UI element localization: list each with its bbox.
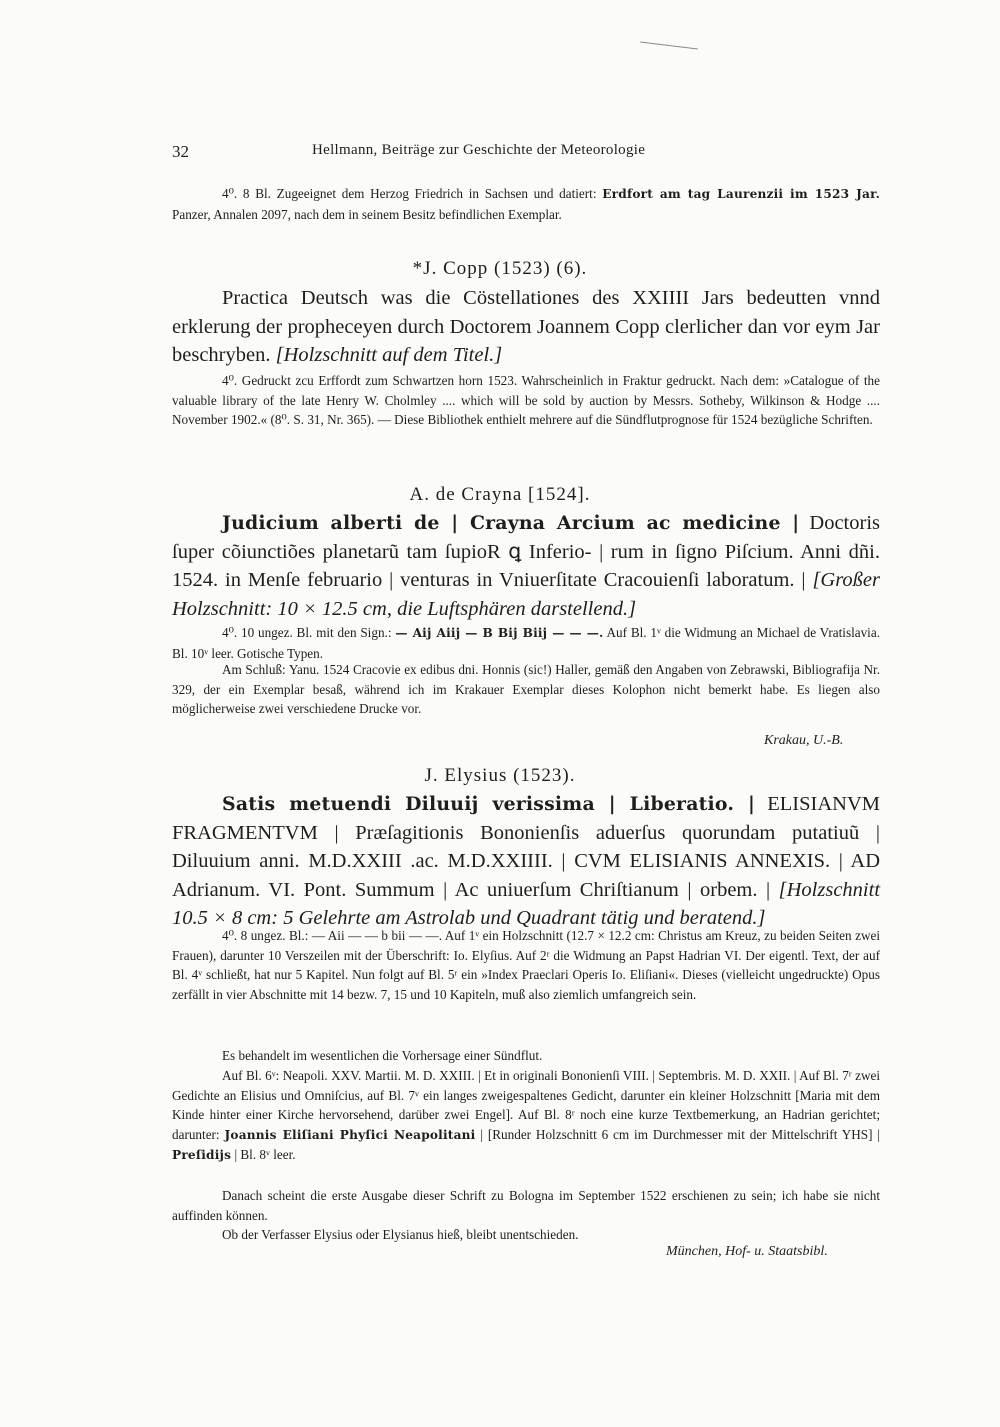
entry-note-elysius-4: Danach scheint die erste Ausgabe dieser Schrift zu Bologna im September 1522 erschienen zu sein; ich habe sie nicht auffinden können. (172, 1188, 880, 1223)
title-note: [Holzschnitt 10.5 × 8 cm: 5 Gelehrte am Astrolab und Quadrant tätig und beratend.] (172, 878, 881, 929)
note-text: Auf Bl. 6ᵛ: Neapoli. XXV. Martii. M. D. XXIII. | Et in originali Bononienſi VIII. | Septembris. M. D. XXII. | Auf Bl. 7ʳ zwei Gedichte an Elisius und Omniſcius, auf Bl. 7ᵛ ein langes zweigespaltenes Gedicht, darunter ein kleiner Holzschnitt [Maria mit dem Kinde hinter einer Kirche hervorsehend, darüber zwei Engel]. Auf Bl. 8ʳ noch eine kurze Textbemerkung, an Hadrian gerichtet; darunter: (172, 1068, 880, 1142)
title-text: Practica Deutsch was die Cöstellationes des XXIIII Jars bedeutten vnnd erklerung der propheceyen durch Doctorem Joannem Copp clerlicher dan vor eym Jar beschryben. (172, 287, 880, 366)
title-text: Doctoris ſuper cõiunctiões planetarũ tam ſupioR ꝗ Inferio- | rum in ſigno Piſcium. Anni dñi. 1524. in Menſe februario | venturas in Vniuerſitate Cracouienſi laboratum. | (172, 512, 881, 591)
title-note: [Großer Holzschnitt: 10 × 12.5 cm, die Luftsphären darstellend.] (172, 569, 881, 620)
title-blackletter: Satis metuendi Diluuij verissima | Liberatio. | (222, 793, 756, 815)
scan-artifact-line (640, 41, 698, 49)
intro-note-source: Panzer, Annalen 2097, nach dem in seinem Besitz befindlichen Exemplar. (172, 206, 562, 222)
entry-note-elysius-2: Es behandelt im wesentlichen die Vorhersage einer Sündflut. (222, 1048, 543, 1063)
intro-note-blackletter: Erdfort am tag Laurenzii im 1523 Jar. (602, 187, 881, 201)
note-text: | Bl. 8ᵛ leer. (234, 1147, 296, 1163)
entry-note-copp: 4⁰. Gedruckt zcu Erffordt zum Schwartzen horn 1523. Wahrscheinlich in Fraktur gedruckt. Nach dem: »Catalogue of the valuable library of the late Henry W. Cholmley .... which will be sold by auction by Messrs. Sotheby, Wilkinson & Hodge .... November 1902.« (8⁰. S. 31, Nr. 365). — Diese Bibliothek enthielt mehrere auf die Sündflutprognose für 1524 bezügliche Schriften. (172, 373, 880, 428)
title-blackletter: Judicium alberti de | Crayna Arcium ac medicine | (222, 512, 800, 534)
entry-note-crayna-1 (172, 623, 880, 663)
intro-note (172, 184, 880, 224)
entry-note-crayna-2: Am Schluß: Yanu. 1524 Cracovie ex edibus dni. Honnis (sic!) Haller, gemäß den Angaben von Zebrawski, Bibliografija Nr. 329, der ein Exemplar besaß, während ich im Krakauer Exemplar dieses Kolophon nicht bemerkt habe. Es liegen also möglicherweise zwei verschiedene Drucke vor. (172, 662, 880, 717)
note-signatures: — Aij Aiij — B Bij Biij — — —. (395, 626, 604, 640)
holding-location-crayna: Krakau, U.-B. (764, 733, 844, 748)
entry-heading-elysius: J. Elysius (1523). (424, 765, 576, 786)
page-number: 32 (172, 142, 189, 161)
intro-note-text: 4⁰. 8 Bl. Zugeeignet dem Herzog Friedrich in Sachsen und datiert: (222, 186, 597, 201)
note-text: 4⁰. 10 ungez. Bl. mit den Sign.: (222, 625, 392, 640)
entry-note-elysius-5: Ob der Verfasser Elysius oder Elysianus hieß, bleibt unentschieden. (222, 1227, 579, 1242)
note-text: Auf Bl. 1ᵛ die Widmung an Michael de Vratislavia. Bl. 10ᵛ leer. Gotische Typen. (172, 625, 880, 661)
note-blackletter: Joannis Eliſiani Phyſici Neapolitani (224, 1127, 476, 1142)
entry-heading-copp: *J. Copp (1523) (6). (412, 258, 588, 279)
running-title: Hellmann, Beiträge zur Geschichte der Meteorologie (312, 142, 646, 158)
holding-location-elysius: München, Hof- u. Staatsbibl. (666, 1244, 828, 1259)
title-note: [Holzschnitt auf dem Titel.] (275, 344, 503, 366)
note-text: | [Runder Holzschnitt 6 cm im Durchmesser mit der Mittelschrift YHS] | (480, 1126, 881, 1142)
entry-heading-crayna: A. de Crayna [1524]. (409, 484, 591, 505)
entry-note-elysius-1: 4⁰. 8 ungez. Bl.: — Aii — — b bii — —. Auf 1ᵛ ein Holzschnitt (12.7 × 12.2 cm: Christus am Kreuz, zu beiden Seiten zwei Frauen), darunter 10 Verszeilen mit der Überschrift: Io. Elyſius. Auf 2ʳ die Widmung an Papst Hadrian VI. Der eigentl. Text, der auf Bl. 4ᵛ schließt, hat nur 5 Kapitel. Nun folgt auf Bl. 5ʳ ein »Index Praeclari Operis Io. Eliſiani«. Dieses (vielleicht ungedruckte) Opus zerfällt in vier Abschnitte mit 14 bezw. 7, 15 und 10 Kapiteln, muß also ziemlich umfangreich sein. (172, 928, 880, 1002)
entry-title-copp (172, 284, 880, 370)
entry-title-elysius (172, 790, 880, 933)
title-text: ELISIANVM FRAGMENTVM | Præſagitionis Bononienſis aduerſus quorundam putatiuũ | Diluuium anni. M.D.XXIII .ac. M.D.XXIIII. | CVM ELISIANIS ANNEXIS. | AD Adrianum. VI. Pont. Summum | Ac uniuerſum Chriſtianum | orbem. | (172, 793, 880, 901)
note-blackletter: Preſidijs (172, 1148, 232, 1163)
entry-note-elysius-3 (172, 1066, 880, 1166)
entry-title-crayna (172, 509, 880, 623)
